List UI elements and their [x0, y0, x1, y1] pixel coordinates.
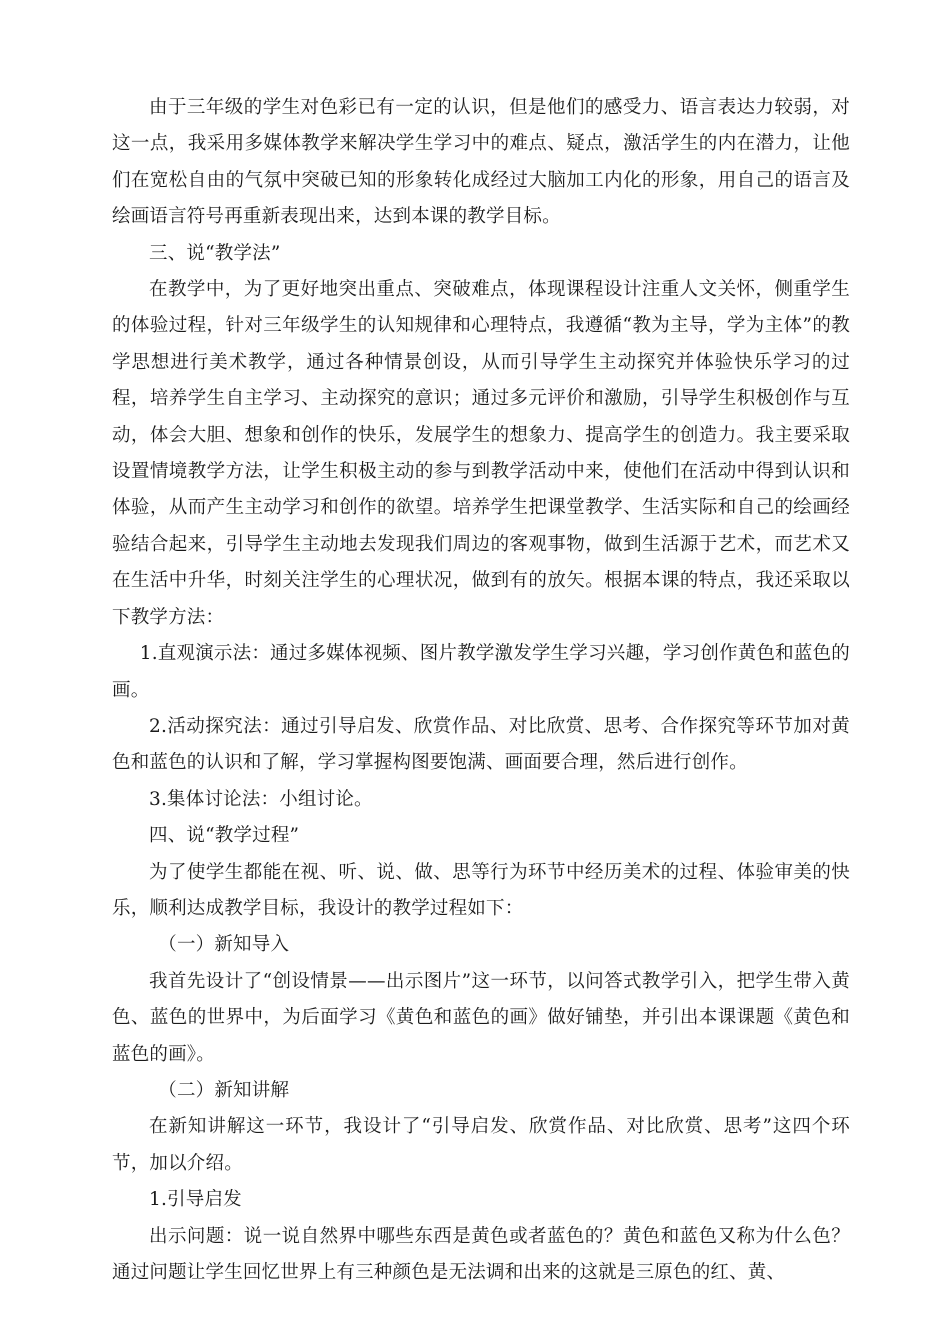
subheading-new-knowledge-intro: （一）新知导入	[158, 934, 290, 956]
method-item-1: 1.直观演示法：通过多媒体视频、图片教学激发学生学习兴趣，学习创作黄色和蓝色的画。	[112, 643, 850, 701]
subheading-new-knowledge-explain: （二）新知讲解	[158, 1079, 290, 1101]
paragraph-intro: 由于三年级的学生对色彩已有一定的认识，但是他们的感受力、语言表达力较弱，对这一点，我采用多媒体教学来解决学生学习中的难点、疑点，激活学生的内在潜力，让他们在宽松自由的气氛中突破已知的形象转化成经过大脑加工内化的形象，用自己的语言及绘画语言符号再重新表现出来，达到本课的教学目标。	[112, 97, 850, 228]
paragraph-guidance: 出示问题：说一说自然界中哪些东西是黄色或者蓝色的？黄色和蓝色又称为什么色？通过问题让学生回忆世界上有三种颜色是无法调和出来的这就是三原色的红、黄、	[112, 1225, 850, 1283]
method-item-2: 2.活动探究法：通过引导启发、欣赏作品、对比欣赏、思考、合作探究等环节加对黄色和蓝色的认识和了解，学习掌握构图要饱满、画面要合理，然后进行创作。	[112, 715, 850, 774]
document-body	[112, 90, 850, 1291]
section-heading-teaching-process: 四、说“教学过程”	[149, 825, 300, 847]
paragraph-process-intro: 为了使学生都能在视、听、说、做、思等行为环节中经历美术的过程、体验审美的快乐，顺利达成教学目标，我设计的教学过程如下：	[112, 861, 850, 919]
method-item-3: 3.集体讨论法：小组讨论。	[149, 788, 373, 810]
paragraph-new-knowledge-explain: 在新知讲解这一环节，我设计了“引导启发、欣赏作品、对比欣赏、思考”这四个环节，加以介绍。	[112, 1116, 850, 1174]
paragraph-new-knowledge-intro: 我首先设计了“创设情景——出示图片”这一环节，以问答式教学引入，把学生带入黄色、蓝色的世界中，为后面学习《黄色和蓝色的画》做好铺垫，并引出本课课题《黄色和蓝色的画》。	[112, 970, 850, 1065]
section-heading-teaching-method: 三、说“教学法”	[149, 242, 281, 264]
paragraph-teaching-method: 在教学中，为了更好地突出重点、突破难点，体现课程设计注重人文关怀，侧重学生的体验过程，针对三年级学生的认知规律和心理特点，我遵循“教为主导，学为主体”的教学思想进行美术教学，通过各种情景创设，从而引导学生主动探究并体验快乐学习的过程，培养学生自主学习、主动探究的意识；通过多元评价和激励，引导学生积极创作与互动，体会大胆、想象和创作的快乐，发展学生的想象力、提高学生的创造力。我主要采取设置情境教学方法，让学生积极主动的参与到教学活动中来，使他们在活动中得到认识和体验，从而产生主动学习和创作的欲望。培养学生把课堂教学、生活实际和自己的绘画经验结合起来，引导学生主动地去发现我们周边的客观事物，做到生活源于艺术，而艺术又在生活中升华，时刻关注学生的心理状况，做到有的放矢。根据本课的特点，我还采取以下教学方法：	[112, 279, 850, 628]
subheading-guidance: 1.引导启发	[149, 1189, 242, 1211]
